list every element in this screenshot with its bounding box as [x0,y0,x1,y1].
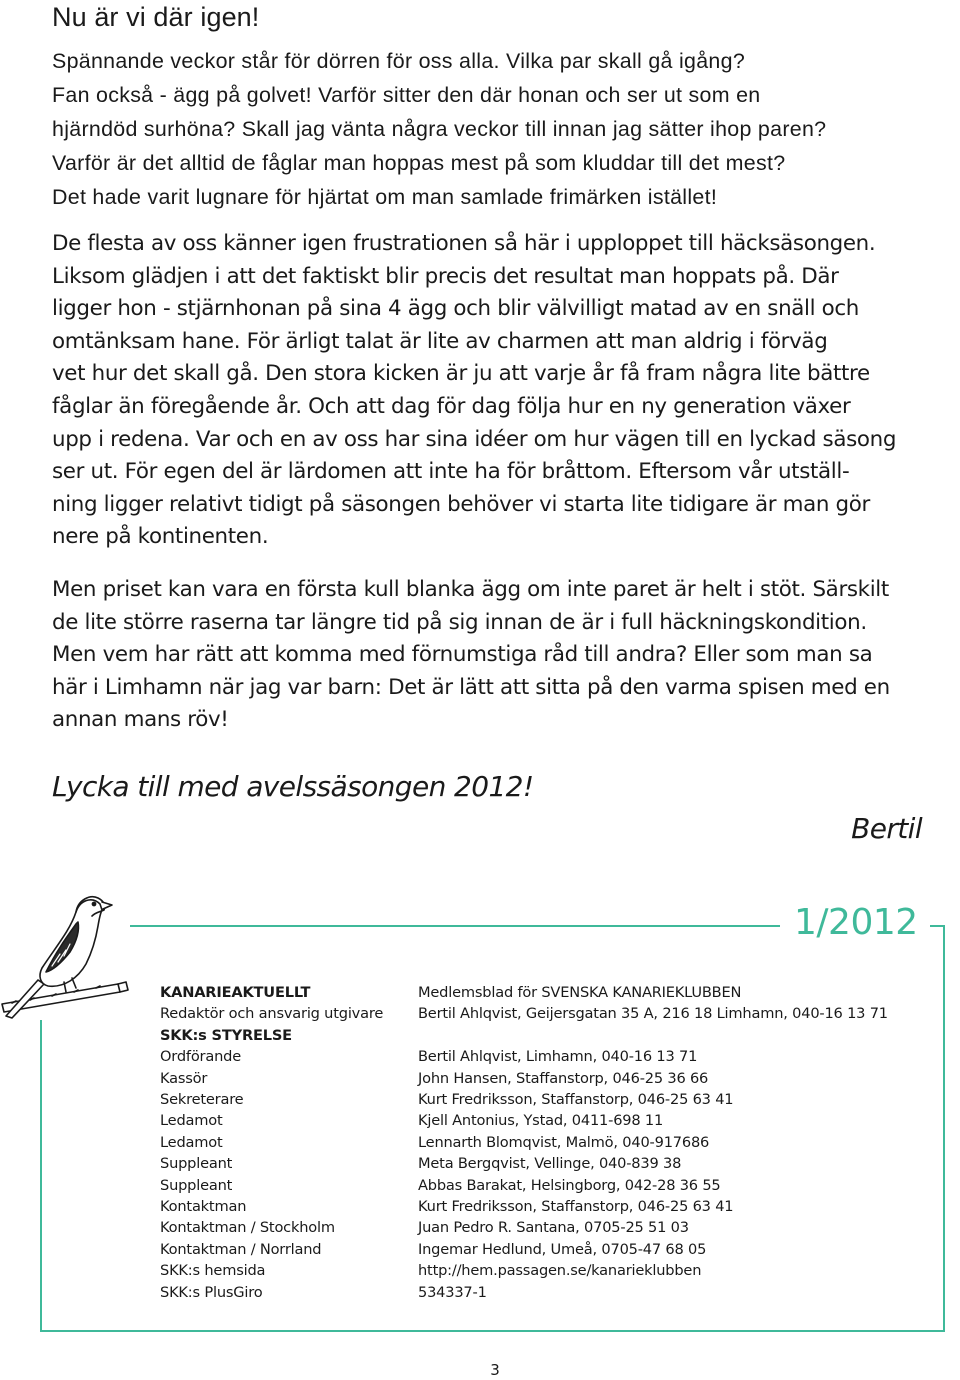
board-member-row [160,1239,930,1260]
masthead-row [160,982,930,1003]
board-role: SKK:s hemsida [160,1262,266,1280]
editor-label: Redaktör och ansvarig utgivare [160,1005,384,1023]
intro-line: Spännande veckor står för dörren för oss alla. Vilka par skall gå igång? [52,49,746,73]
frame-right-line [943,925,945,1332]
paragraph-line: Liksom glädjen i att det faktiskt blir precis det resultat man hoppats på. Där [52,263,839,289]
board-role: Suppleant [160,1176,233,1194]
paragraph-line: omtänksam hane. För ärligt talat är lite av charmen att man aldrig i förväg [52,328,828,354]
paragraph-line: annan mans röv! [52,707,229,733]
board-person: Lennarth Blomqvist, Malmö, 040-917686 [418,1133,710,1151]
board-member-row [160,1217,930,1238]
intro-line: Varför är det alltid de fåglar man hoppas mest på som kluddar till det mest? [52,151,786,175]
board-list [160,1046,930,1303]
issue-number: 1/2012 [794,902,918,943]
intro-line: hjärndöd surhöna? Skall jag vänta några veckor till innan jag sätter ihop paren? [52,117,827,141]
board-member-row [160,1196,930,1217]
board-person: Kurt Fredriksson, Staffanstorp, 046-25 63 41 [418,1198,734,1216]
paragraph-line: De flesta av oss känner igen frustrationen så här i upploppet till häcksäsongen. [52,231,876,256]
canary-illustration [0,882,140,1022]
paragraph-line: nere på kontinenten. [52,524,269,550]
board-role: Kontaktman [160,1198,247,1216]
paragraph-line: här i Limhamn när jag var barn: Det är lätt att sitta på den varma spisen med en [52,674,890,700]
board-member-row [160,1260,930,1281]
paragraph-line: Men vem har rätt att komma med förnumstiga råd till andra? Eller som man sa [52,642,873,668]
board-member-row [160,1068,930,1089]
board-member-row [160,1132,930,1153]
masthead [160,982,930,1303]
board-role: Kontaktman / Stockholm [160,1219,335,1237]
paragraph-line: ning ligger relativt tidigt på säsongen behöver vi starta lite tidigare är man gör [52,491,870,517]
board-role: Ledamot [160,1112,223,1130]
body-paragraph-1 [52,228,932,554]
masthead-row [160,1025,930,1046]
board-person: Kurt Fredriksson, Staffanstorp, 046-25 63 41 [418,1091,734,1109]
paragraph-line: ser ut. För egen del är lärdomen att inte ha för bråttom. Eftersom vår utställ- [52,459,850,485]
board-person: 534337-1 [418,1283,487,1301]
board-heading: SKK:s STYRELSE [160,1026,292,1044]
closing-greeting: Lycka till med avelssäsongen 2012! [52,770,534,803]
board-person: http://hem.passagen.se/kanarieklubben [418,1262,702,1280]
paragraph-line: ligger hon - stjärnhonan på sina 4 ägg och blir välvilligt matad av en snäll och [52,296,860,322]
board-member-row [160,1153,930,1174]
board-person: Meta Bergqvist, Vellinge, 040-839 38 [418,1155,682,1173]
author-signature: Bertil [851,812,922,845]
intro-line: Det hade varit lugnare för hjärtat om man samlade frimärken istället! [52,185,718,209]
frame-left-line [40,1020,42,1332]
board-role: Suppleant [160,1155,233,1173]
board-role: Ordförande [160,1048,241,1066]
board-person: Juan Pedro R. Santana, 0705-25 51 03 [418,1219,689,1237]
intro-paragraph [52,44,932,214]
publication-description: Medlemsblad för SVENSKA KANARIEKLUBBEN [418,984,742,1001]
board-role: Sekreterare [160,1091,244,1109]
paragraph-line: de lite större raserna tar längre tid på sig innan de är i full häckningskondition. [52,609,867,635]
board-role: Kassör [160,1069,208,1087]
frame-top-line [130,925,780,927]
board-member-row [160,1089,930,1110]
board-member-row [160,1046,930,1067]
board-member-row [160,1282,930,1303]
paragraph-line: fåglar än föregående år. Och att dag för dag följa hur en ny generation växer [52,393,851,419]
board-person: Kjell Antonius, Ystad, 0411-698 11 [418,1112,664,1130]
paragraph-line: upp i redena. Var och en av oss har sina idéer om hur vägen till en lyckad säsong [52,426,897,452]
board-person: Abbas Barakat, Helsingborg, 042-28 36 55 [418,1176,721,1194]
board-person: Bertil Ahlqvist, Limhamn, 040-16 13 71 [418,1048,698,1066]
board-role: Kontaktman / Norrland [160,1240,322,1258]
board-person: John Hansen, Staffanstorp, 046-25 36 66 [418,1069,709,1087]
frame-bottom-line [40,1330,945,1332]
masthead-row [160,1003,930,1024]
paragraph-line: vet hur det skall gå. Den stora kicken är ju att varje år få fram några lite bättre [52,361,870,387]
publication-name: KANARIEAKTUELLT [160,984,311,1001]
body-paragraph-2 [52,574,932,737]
board-role: SKK:s PlusGiro [160,1283,263,1301]
article-title: Nu är vi där igen! [52,2,260,32]
page-number: 3 [490,1361,500,1379]
board-member-row [160,1110,930,1131]
intro-line: Fan också - ägg på golvet! Varför sitter den där honan och ser ut som en [52,83,761,107]
editor-value: Bertil Ahlqvist, Geijersgatan 35 A, 216 18 Limhamn, 040-16 13 71 [418,1005,888,1023]
board-person: Ingemar Hedlund, Umeå, 0705-47 68 05 [418,1240,707,1258]
board-role: Ledamot [160,1133,223,1151]
board-member-row [160,1175,930,1196]
paragraph-line: Men priset kan vara en första kull blanka ägg om inte paret är helt i stöt. Särskilt [52,577,889,602]
